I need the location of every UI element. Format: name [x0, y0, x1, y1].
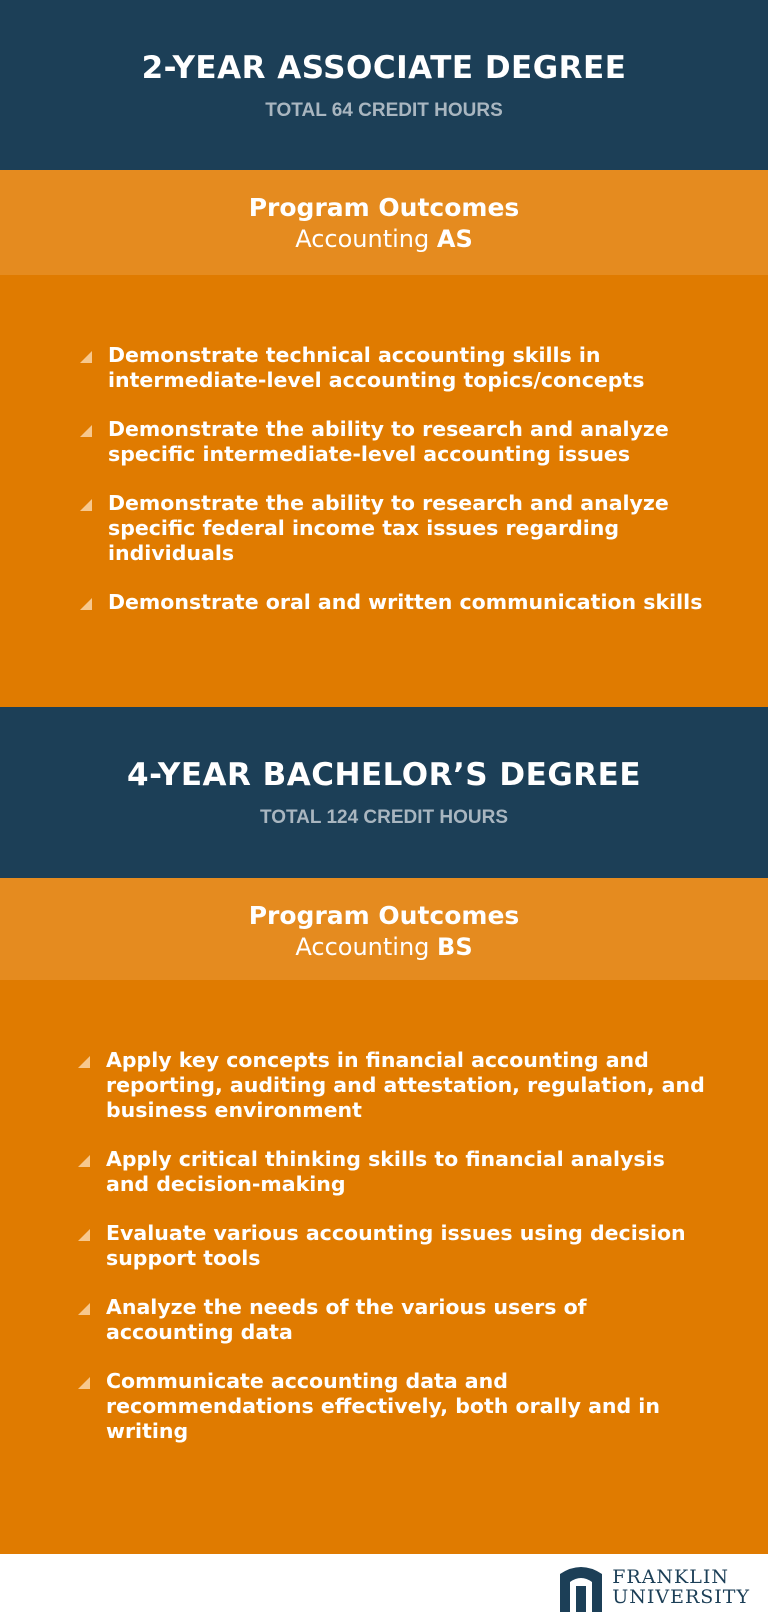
outcome-text: Demonstrate technical accounting skills in intermediate-level accounting topics/concepts — [108, 343, 645, 392]
associate-outcomes-list — [0, 275, 768, 707]
outcome-text: Evaluate various accounting issues using decision support tools — [106, 1221, 686, 1270]
triangle-bullet-icon — [78, 1229, 90, 1241]
bachelor-outcomes-list — [0, 980, 768, 1554]
triangle-bullet-icon — [78, 1155, 90, 1167]
list-item — [78, 1048, 708, 1123]
list-item — [78, 1295, 708, 1345]
bachelor-outcomes-band — [0, 878, 768, 980]
associate-credits: TOTAL 64 CREDIT HOURS — [265, 100, 503, 121]
outcome-text: Communicate accounting data and recommendations effectively, both orally and in writing — [106, 1369, 660, 1443]
triangle-bullet-icon — [78, 1303, 90, 1315]
list-item — [80, 343, 708, 393]
list-item — [80, 417, 708, 467]
franklin-university-logo — [558, 1562, 750, 1612]
list-item — [78, 1221, 708, 1271]
associate-outcome-items — [0, 343, 768, 615]
triangle-bullet-icon — [78, 1377, 90, 1389]
list-item — [78, 1369, 708, 1444]
bachelor-program-label: Accounting — [295, 933, 430, 961]
outcome-text: Demonstrate the ability to research and analyze specific intermediate-level accounting issues — [108, 417, 669, 466]
triangle-bullet-icon — [80, 598, 92, 610]
associate-title: 2-YEAR ASSOCIATE DEGREE — [141, 50, 627, 86]
logo-line-2: UNIVERSITY — [612, 1586, 750, 1608]
triangle-bullet-icon — [80, 425, 92, 437]
triangle-bullet-icon — [78, 1056, 90, 1068]
bachelor-outcome-items — [0, 1048, 768, 1444]
bachelor-program-code: BS — [437, 933, 473, 961]
logo-wordmark — [612, 1567, 750, 1607]
list-item — [78, 1147, 708, 1197]
logo-line-1: FRANKLIN — [612, 1566, 729, 1588]
footer — [0, 1554, 768, 1619]
bachelor-header — [0, 707, 768, 878]
bachelor-outcomes-heading: Program Outcomes — [248, 901, 520, 930]
franklin-arch-icon — [558, 1562, 604, 1612]
associate-outcomes-heading: Program Outcomes — [248, 193, 520, 222]
associate-program-name — [0, 224, 768, 254]
outcome-text: Apply critical thinking skills to financial analysis and decision-making — [106, 1147, 665, 1196]
list-item — [80, 590, 708, 615]
list-item — [80, 491, 708, 566]
associate-outcomes-band — [0, 170, 768, 275]
associate-program-code: AS — [436, 225, 473, 253]
outcome-text: Demonstrate the ability to research and analyze specific federal income tax issues regarding individuals — [108, 491, 669, 565]
associate-program-label: Accounting — [295, 225, 430, 253]
bachelor-title: 4-YEAR BACHELOR’S DEGREE — [127, 757, 641, 793]
triangle-bullet-icon — [80, 351, 92, 363]
outcome-text: Demonstrate oral and written communication skills — [108, 590, 703, 614]
bachelor-credits: TOTAL 124 CREDIT HOURS — [259, 807, 509, 828]
triangle-bullet-icon — [80, 499, 92, 511]
bachelor-program-name — [0, 932, 768, 962]
outcome-text: Analyze the needs of the various users of accounting data — [106, 1295, 587, 1344]
outcome-text: Apply key concepts in financial accounting and reporting, auditing and attestation, regulation, and business environment — [106, 1048, 705, 1122]
associate-header — [0, 0, 768, 170]
